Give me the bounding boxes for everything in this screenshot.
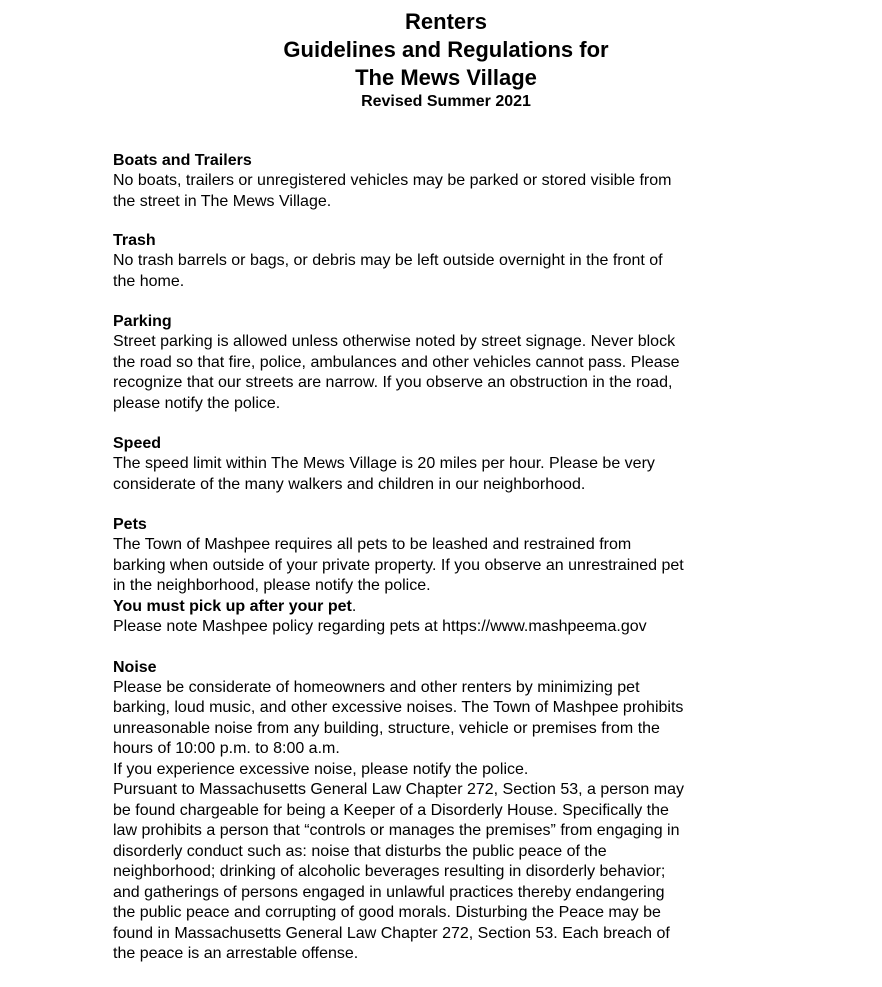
paragraph-line: the peace is an arrestable offense. [113,945,359,962]
pet-pickup-line [113,597,763,618]
paragraph-line: and gatherings of persons engaged in unlawful practices thereby endangering [113,883,665,901]
pets-policy-note: Please note Mashpee policy regarding pets at https://www.mashpeema.gov [113,618,647,635]
paragraph-line: disorderly conduct such as: noise that disturbs the public peace of the [113,842,607,860]
document-header [0,8,882,112]
paragraph-line: The speed limit within The Mews Village is 20 miles per hour. Please be very [113,455,655,472]
section-heading: Trash [113,232,156,249]
pet-pickup-emphasis: You must pick up after your pet [113,597,352,615]
paragraph-line: hours of 10:00 p.m. to 8:00 a.m. [113,740,340,757]
section-speed [113,433,763,495]
pet-pickup-period: . [351,597,357,615]
section-heading: Pets [113,516,147,533]
paragraph-line: Street parking is allowed unless otherwise noted by street signage. Never block [113,333,676,350]
paragraph-line: barking when outside of your private property. If you observe an unrestrained pet [113,556,684,574]
paragraph-line: law prohibits a person that “controls or manages the premises” from engaging in [113,822,680,839]
paragraph-line: please notify the police. [113,394,281,412]
paragraph-line: the public peace and corrupting of good morals. Disturbing the Peace may be [113,904,661,921]
paragraph-line: No boats, trailers or unregistered vehicles may be parked or stored visible from [113,172,672,189]
section-heading: Noise [113,658,157,676]
paragraph-line: found in Massachusetts General Law Chapter 272, Section 53. Each breach of [113,924,670,942]
paragraph-line: Pursuant to Massachusetts General Law Chapter 272, Section 53, a person may [113,781,684,798]
paragraph-line: in the neighborhood, please notify the police. [113,577,431,594]
paragraph-line: No trash barrels or bags, or debris may be left outside overnight in the front of [113,252,663,269]
section-boats-and-trailers [113,150,763,212]
section-parking [113,311,763,414]
section-heading: Boats and Trailers [113,152,252,169]
paragraph-line: Please be considerate of homeowners and other renters by minimizing pet [113,678,640,696]
revised-date: Revised Summer 2021 [361,93,531,110]
paragraph-line: the street in The Mews Village. [113,192,332,210]
section-heading: Parking [113,313,172,330]
paragraph-line: be found chargeable for being a Keeper of a Disorderly House. Specifically the [113,801,669,819]
paragraph-line: the home. [113,272,185,290]
section-noise [113,657,763,965]
paragraph-line: The Town of Mashpee requires all pets to be leashed and restrained from [113,536,632,553]
paragraph-line: unreasonable noise from any building, structure, vehicle or premises from the [113,719,660,737]
document-title-line-2: Guidelines and Regulations for [283,37,609,62]
section-pets [113,514,763,638]
section-heading: Speed [113,435,162,452]
paragraph-line: barking, loud music, and other excessive noises. The Town of Mashpee prohibits [113,699,684,716]
paragraph-line: neighborhood; drinking of alcoholic beverages resulting in disorderly behavior; [113,863,666,880]
document-body [113,150,763,984]
document-title-line-1: Renters [405,9,487,34]
paragraph-line: recognize that our streets are narrow. If you observe an obstruction in the road, [113,374,673,391]
paragraph-line: the road so that fire, police, ambulances and other vehicles cannot pass. Please [113,353,680,371]
paragraph-line: If you experience excessive noise, please notify the police. [113,760,529,778]
paragraph-line: considerate of the many walkers and children in our neighborhood. [113,475,586,493]
section-trash [113,230,763,292]
document-title-line-3: The Mews Village [355,65,537,90]
